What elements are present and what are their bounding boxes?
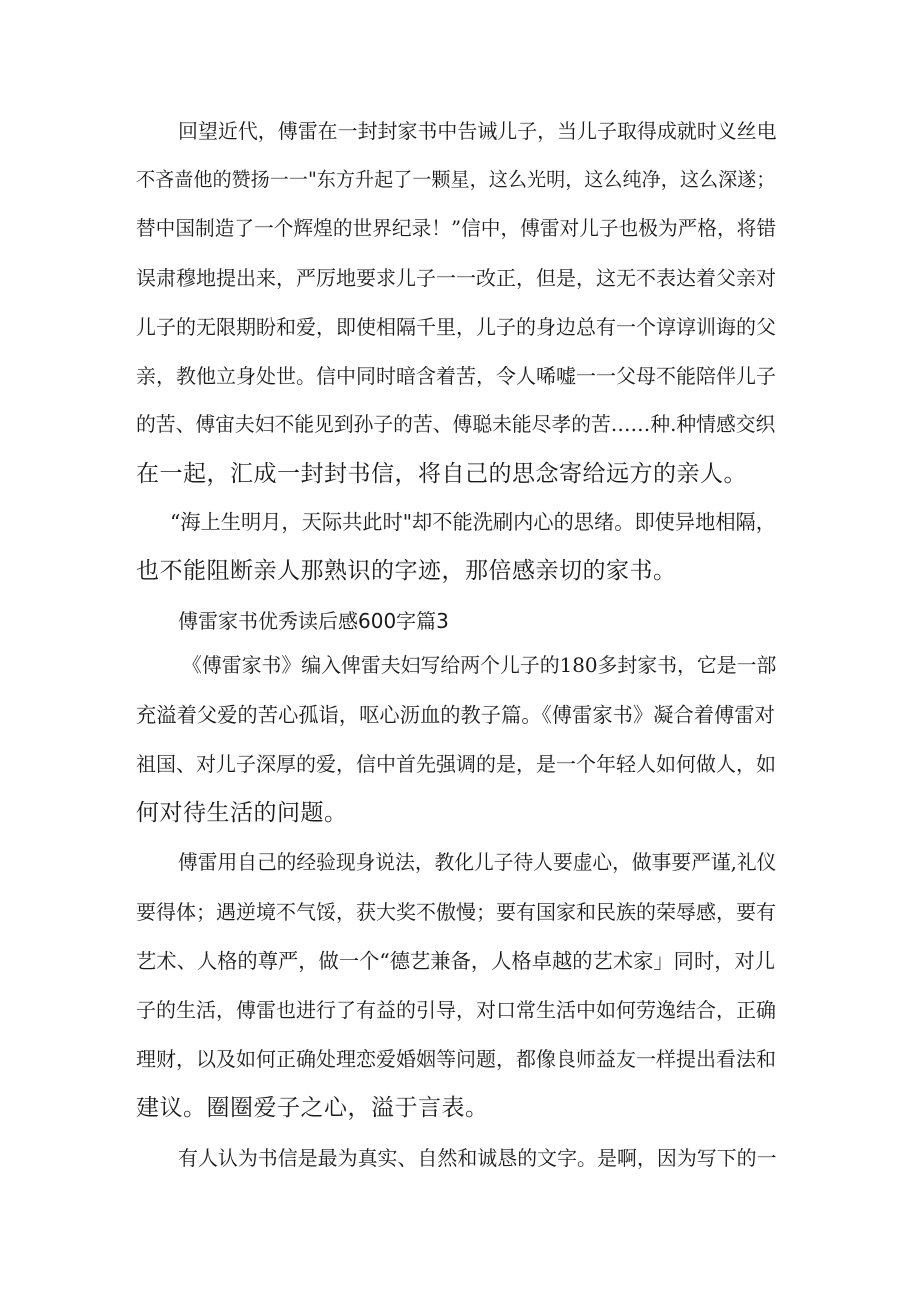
paragraph-line: 误肃穆地提出来，严厉地要求儿子一一改正，但是，这无不表达着父亲对 <box>136 266 776 290</box>
paragraph-line: 在一起，汇成一封封书信，将自己的思念寄给远方的亲人。 <box>136 461 747 487</box>
paragraph-line: 建议。圈圈爱子之心，溢于言表。 <box>136 1095 489 1121</box>
paragraph-line: 的苦、傅宙夫妇不能见到孙子的苦、傅聪未能尽孝的苦……种.种情感交织 <box>136 413 776 436</box>
paragraph-line: 有人认为书信是最为真实、自然和诚恳的文字。是啊，因为写下的一 <box>178 1146 777 1170</box>
paragraph-line: 艺术、人格的尊严，做一个“德艺兼备，人格卓越的艺术家」同时，对儿 <box>136 949 776 973</box>
section-heading: 傅雷家书优秀读后感600字篇3 <box>178 609 449 633</box>
paragraph-line: 替中国制造了一个辉煌的世界纪录！”信中，傅雷对儿子也极为严格，将错 <box>136 217 777 240</box>
paragraph-line: 理财，以及如何正确处理恋爱婚姻等问题，都像良师益友一样提出看法和 <box>136 1047 776 1071</box>
paragraph-line: 祖国、对儿子深厚的爱，信中首先强调的是，是一个年轻人如何做人，如 <box>136 752 776 776</box>
paragraph-line: 要得体；遇逆境不气馁，获大奖不傲慢；要有国家和民族的荣辱感，要有 <box>136 900 776 924</box>
paragraph-line: 《傅雷家书》编入俾雷夫妇写给两个儿子的180多封家书，它是一部 <box>182 654 777 677</box>
paragraph-line: “海上生明月，天际共此时"却不能洗刷内心的思绪。即使异地相隔， <box>170 510 776 534</box>
paragraph-line: 回望近代，傅雷在一封封家书中告诫儿子，当儿子取得成就时义丝电 <box>178 119 777 143</box>
paragraph-line: 何对待生活的问题。 <box>136 800 348 826</box>
paragraph-line: 也不能阻断亲人那熟识的字迹，那倍感亲切的家书。 <box>136 558 677 584</box>
paragraph-line: 充溢着父爱的苦心孤诣，呕心沥血的教子篇。《傅雷家书》凝合着傅雷对 <box>136 703 775 727</box>
paragraph-line: 傅雷用自己的经验现身说法，教化儿子待人要虚心，做事要严谨,礼仪 <box>178 851 777 874</box>
paragraph-line: 子的生活，傅雷也进行了有益的引导，对口常生活中如何劳逸结合，正确 <box>136 998 776 1022</box>
paragraph-line: 儿子的无限期盼和爱，即使相隔千里，儿子的身边总有一个谆谆训诲的父 <box>136 315 776 339</box>
paragraph-line: 不吝啬他的赞扬一一"东方升起了一颗星，这么光明，这么纯净，这么深遂； <box>136 168 776 191</box>
paragraph-line: 亲，教他立身处世。信中同时暗含着苦，令人唏嘘一一父母不能陪伴儿子 <box>136 364 776 388</box>
